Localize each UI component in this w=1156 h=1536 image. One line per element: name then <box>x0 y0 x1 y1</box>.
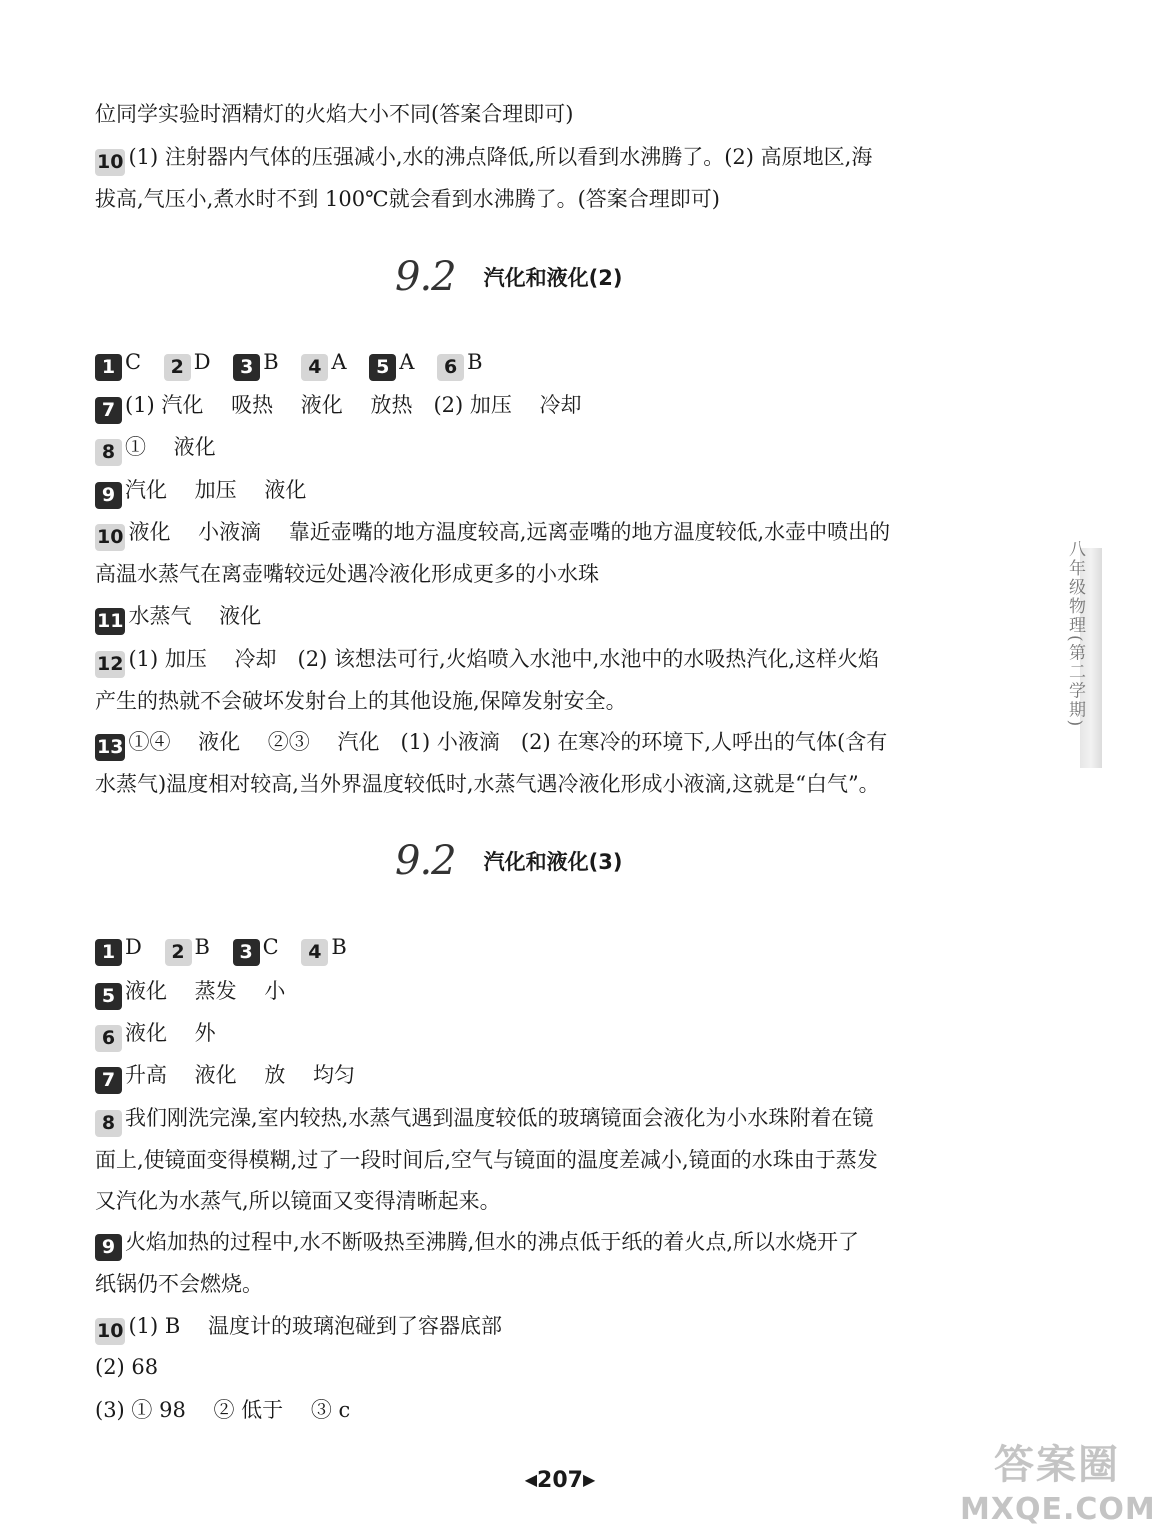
question-badge: 1 <box>95 939 122 966</box>
side-book-label: 八年级物理(第二学期) <box>1065 540 1085 729</box>
page-number: ◀207▶ <box>524 1468 596 1493</box>
answer-q8: 8 ① 液化 <box>95 428 995 466</box>
right-arrow-icon: ▶ <box>582 1470 596 1489</box>
question-badge: 1 <box>95 354 122 381</box>
question-badge: 3 <box>233 939 260 966</box>
section-name: 汽化和液化(3) <box>483 850 623 874</box>
text-line: 拔高,气压小,煮水时不到 100℃就会看到水沸腾了。(答案合理即可) <box>95 187 720 211</box>
question-badge: 10 <box>95 1318 125 1345</box>
question-badge: 13 <box>95 734 125 761</box>
text-line: 高温水蒸气在离壶嘴较远处遇冷液化形成更多的小水珠 <box>95 562 599 586</box>
section-name: 汽化和液化(2) <box>483 266 623 290</box>
answer-q7: 7 升高 液化 放 均匀 <box>95 1056 995 1094</box>
answer-q10: 10 (1) B 温度计的玻璃泡碰到了容器底部 <box>95 1307 995 1345</box>
left-arrow-icon: ◀ <box>524 1470 538 1489</box>
answer-q10: 10 液化 小液滴 靠近壶嘴的地方温度较高,远离壶嘴的地方温度较低,水壶中喷出的 <box>95 513 995 551</box>
section-title-3 <box>395 838 622 888</box>
question-badge: 7 <box>95 397 122 424</box>
answer-q9: 9 火焰加热的过程中,水不断吸热至沸腾,但水的沸点低于纸的着火点,所以水烧开了 <box>95 1223 995 1261</box>
section-number: 9.2 <box>395 838 456 884</box>
question-badge: 12 <box>95 651 125 678</box>
question-badge: 3 <box>233 354 260 381</box>
text-line: 水蒸气)温度相对较高,当外界温度较低时,水蒸气遇冷液化形成小液滴,这就是“白气”。 <box>95 772 880 796</box>
watermark-url: MXQE.COM <box>960 1492 1156 1527</box>
question-badge: 4 <box>301 354 328 381</box>
text-line: (2) 68 <box>95 1355 159 1379</box>
answer-q6: 6 液化 外 <box>95 1014 995 1052</box>
question-badge: 2 <box>164 354 191 381</box>
text-line: 纸锅仍不会燃烧。 <box>95 1272 263 1296</box>
question-badge: 6 <box>95 1025 122 1052</box>
question-badge: 2 <box>165 939 192 966</box>
question-badge: 6 <box>437 354 464 381</box>
question-badge: 10 <box>95 524 125 551</box>
mc-answers: 1 C 2 D 3 B 4 A 5 A 6 B <box>95 343 995 381</box>
text-line: 产生的热就不会破坏发射台上的其他设施,保障发射安全。 <box>95 689 627 713</box>
mc-answers: 1 D 2 B 3 C 4 B <box>95 928 995 966</box>
question-badge: 4 <box>301 939 328 966</box>
answer-q12: 12 (1) 加压 冷却 (2) 该想法可行,火焰喷入水池中,水池中的水吸热汽化,这样火焰 <box>95 640 995 678</box>
question-badge: 5 <box>95 983 122 1010</box>
text-line: 又汽化为水蒸气,所以镜面又变得清晰起来。 <box>95 1189 501 1213</box>
answer-q10-prev: 10 (1) 注射器内气体的压强减小,水的沸点降低,所以看到水沸腾了。(2) 高原地区,海 <box>95 138 995 176</box>
answer-q7: 7 (1) 汽化 吸热 液化 放热 (2) 加压 冷却 <box>95 386 995 424</box>
section-title-2 <box>395 254 622 304</box>
answer-q5: 5 液化 蒸发 小 <box>95 972 995 1010</box>
text-line: 面上,使镜面变得模糊,过了一段时间后,空气与镜面的温度差减小,镜面的水珠由于蒸发 <box>95 1148 878 1172</box>
question-badge: 7 <box>95 1067 122 1094</box>
watermark <box>960 1440 1156 1536</box>
answer-q11: 11 水蒸气 液化 <box>95 597 995 635</box>
text-line: (3) ① 98 ② 低于 ③ c <box>95 1398 351 1422</box>
question-badge: 9 <box>95 482 122 509</box>
question-badge: 11 <box>95 608 125 635</box>
question-badge: 9 <box>95 1234 122 1261</box>
answer-q9: 9 汽化 加压 液化 <box>95 471 995 509</box>
answer-q13: 13 ①④ 液化 ②③ 汽化 (1) 小液滴 (2) 在寒冷的环境下,人呼出的气体(含有 <box>95 723 995 761</box>
question-badge: 5 <box>369 354 396 381</box>
question-badge: 10 <box>95 149 125 176</box>
section-number: 9.2 <box>395 254 456 300</box>
watermark-logo: 答案圈 <box>994 1442 1120 1488</box>
question-badge: 8 <box>95 1110 122 1137</box>
text-line: 位同学实验时酒精灯的火焰大小不同(答案合理即可) <box>95 102 574 126</box>
question-badge: 8 <box>95 439 122 466</box>
answer-q8: 8 我们刚洗完澡,室内较热,水蒸气遇到温度较低的玻璃镜面会液化为小水珠附着在镜 <box>95 1099 995 1137</box>
